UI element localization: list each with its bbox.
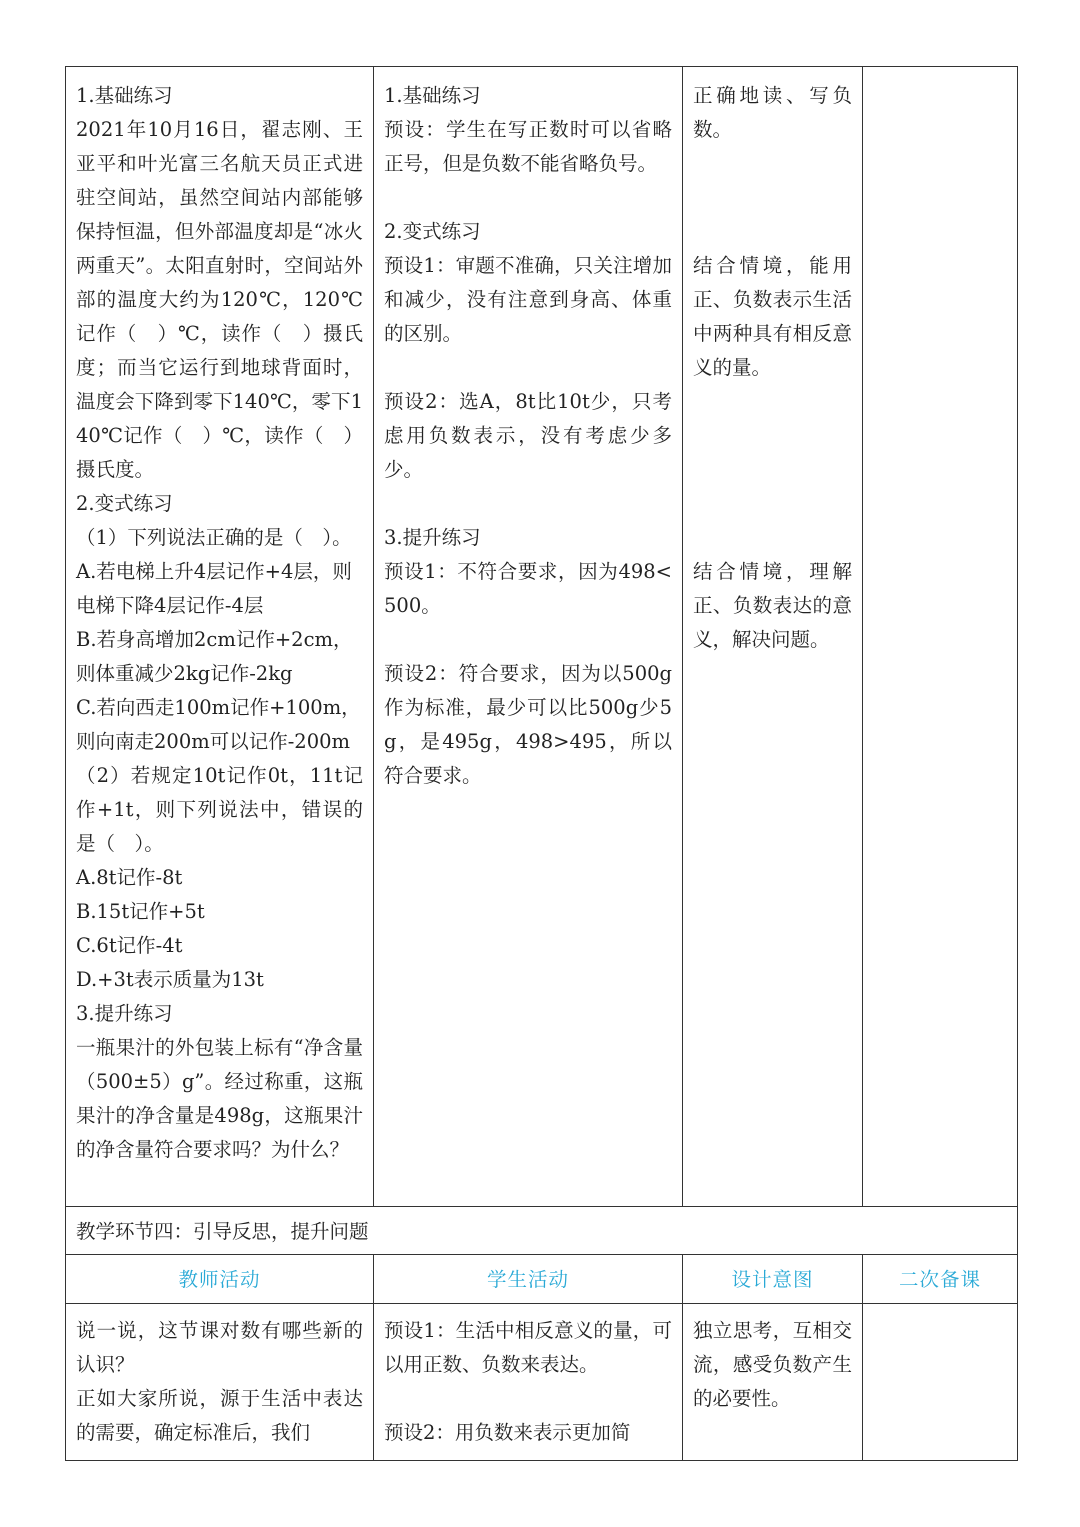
section-title: 教学环节四：引导反思，提升问题: [66, 1207, 1018, 1255]
header-teacher-activity: 教师活动: [66, 1255, 374, 1304]
teacher-line: 说一说，这节课对数有哪些新的认识？: [76, 1319, 363, 1376]
student-text: 预设：学生在写正数时可以省略正号，但是负数不能省略负号。: [384, 118, 672, 175]
teacher-line: C.6t记作-4t: [76, 934, 183, 957]
teacher-line: （2）若规定10t记作0t，11t记作+1t，则下列说法中，错误的是（ ）。: [76, 764, 363, 855]
exercise-row: [66, 67, 1018, 1207]
teacher-line: （1）下列说法正确的是（ ）。: [76, 526, 352, 549]
teacher-line: C.若向西走100m记作+100m，则向南走200m可以记作-200m: [76, 696, 361, 753]
header-design-intent: 设计意图: [683, 1255, 863, 1304]
teacher-activity-cell: [66, 67, 374, 1207]
lesson-plan-table: [65, 66, 1018, 1461]
student-text: 预设1：不符合要求，因为498<500。: [384, 560, 672, 617]
teacher-line: 2.变式练习: [76, 492, 173, 515]
design-text: 结合情境，理解正、负数表达的意义，解决问题。: [693, 560, 852, 651]
design-intent-cell: [683, 67, 863, 1207]
student-section-title: 1.基础练习: [384, 84, 481, 107]
student-text: 预设1：生活中相反意义的量，可以用正数、负数来表达。: [384, 1319, 672, 1376]
design-intent-cell: [683, 1304, 863, 1461]
teacher-line: B.15t记作+5t: [76, 900, 205, 923]
design-text: 独立思考，互相交流，感受负数产生的必要性。: [693, 1319, 852, 1410]
student-text: 预设2：符合要求，因为以500g作为标准，最少可以比500g少5g，是495g，498>495，所以符合要求。: [384, 662, 672, 787]
student-text: 预设2：用负数来表示更加简: [384, 1421, 631, 1444]
teacher-line: 正如大家所说，源于生活中表达的需要，确定标准后，我们: [76, 1387, 363, 1444]
teacher-line: A.若电梯上升4层记作+4层，则电梯下降4层记作-4层: [76, 560, 352, 617]
teacher-line: D.+3t表示质量为13t: [76, 968, 264, 991]
student-section-title: 3.提升练习: [384, 526, 481, 549]
header-student-activity: 学生活动: [374, 1255, 683, 1304]
reflection-row: [66, 1304, 1018, 1461]
student-text: 预设1：审题不准确，只关注增加和减少，没有注意到身高、体重的区别。: [384, 254, 672, 345]
teacher-activity-cell: [66, 1304, 374, 1461]
teacher-line: 2021年10月16日，翟志刚、王亚平和叶光富三名航天员正式进驻空间站，虽然空间站内部能够保持恒温，但外部温度却是“冰火两重天”。太阳直射时，空间站外部的温度大约为120℃，120℃记作（ ）℃，读作（ ）摄氏度；而当它运行到地球背面时，温度会下降到零下140℃，零下140℃记作（ ）℃，读作（ ）摄氏度。: [76, 118, 363, 481]
student-activity-cell: [374, 1304, 683, 1461]
header-row: [66, 1255, 1018, 1304]
student-activity-cell: [374, 67, 683, 1207]
design-text: 结合情境，能用正、负数表示生活中两种具有相反意义的量。: [693, 254, 852, 379]
teacher-line: 3.提升练习: [76, 1002, 173, 1025]
second-prep-cell: [863, 1304, 1018, 1461]
section-row: [66, 1207, 1018, 1255]
design-text: 正确地读、写负数。: [693, 84, 852, 141]
teacher-line: 一瓶果汁的外包装上标有“净含量（500±5）g”。经过称重，这瓶果汁的净含量是498g，这瓶果汁的净含量符合要求吗？为什么？: [76, 1036, 363, 1161]
second-prep-cell: [863, 67, 1018, 1207]
teacher-line: A.8t记作-8t: [76, 866, 183, 889]
teacher-line: 1.基础练习: [76, 84, 173, 107]
student-section-title: 2.变式练习: [384, 220, 481, 243]
header-second-prep: 二次备课: [863, 1255, 1018, 1304]
teacher-line: B.若身高增加2cm记作+2cm，则体重减少2kg记作-2kg: [76, 628, 353, 685]
student-text: 预设2：选A，8t比10t少，只考虑用负数表示，没有考虑少多少。: [384, 390, 672, 481]
